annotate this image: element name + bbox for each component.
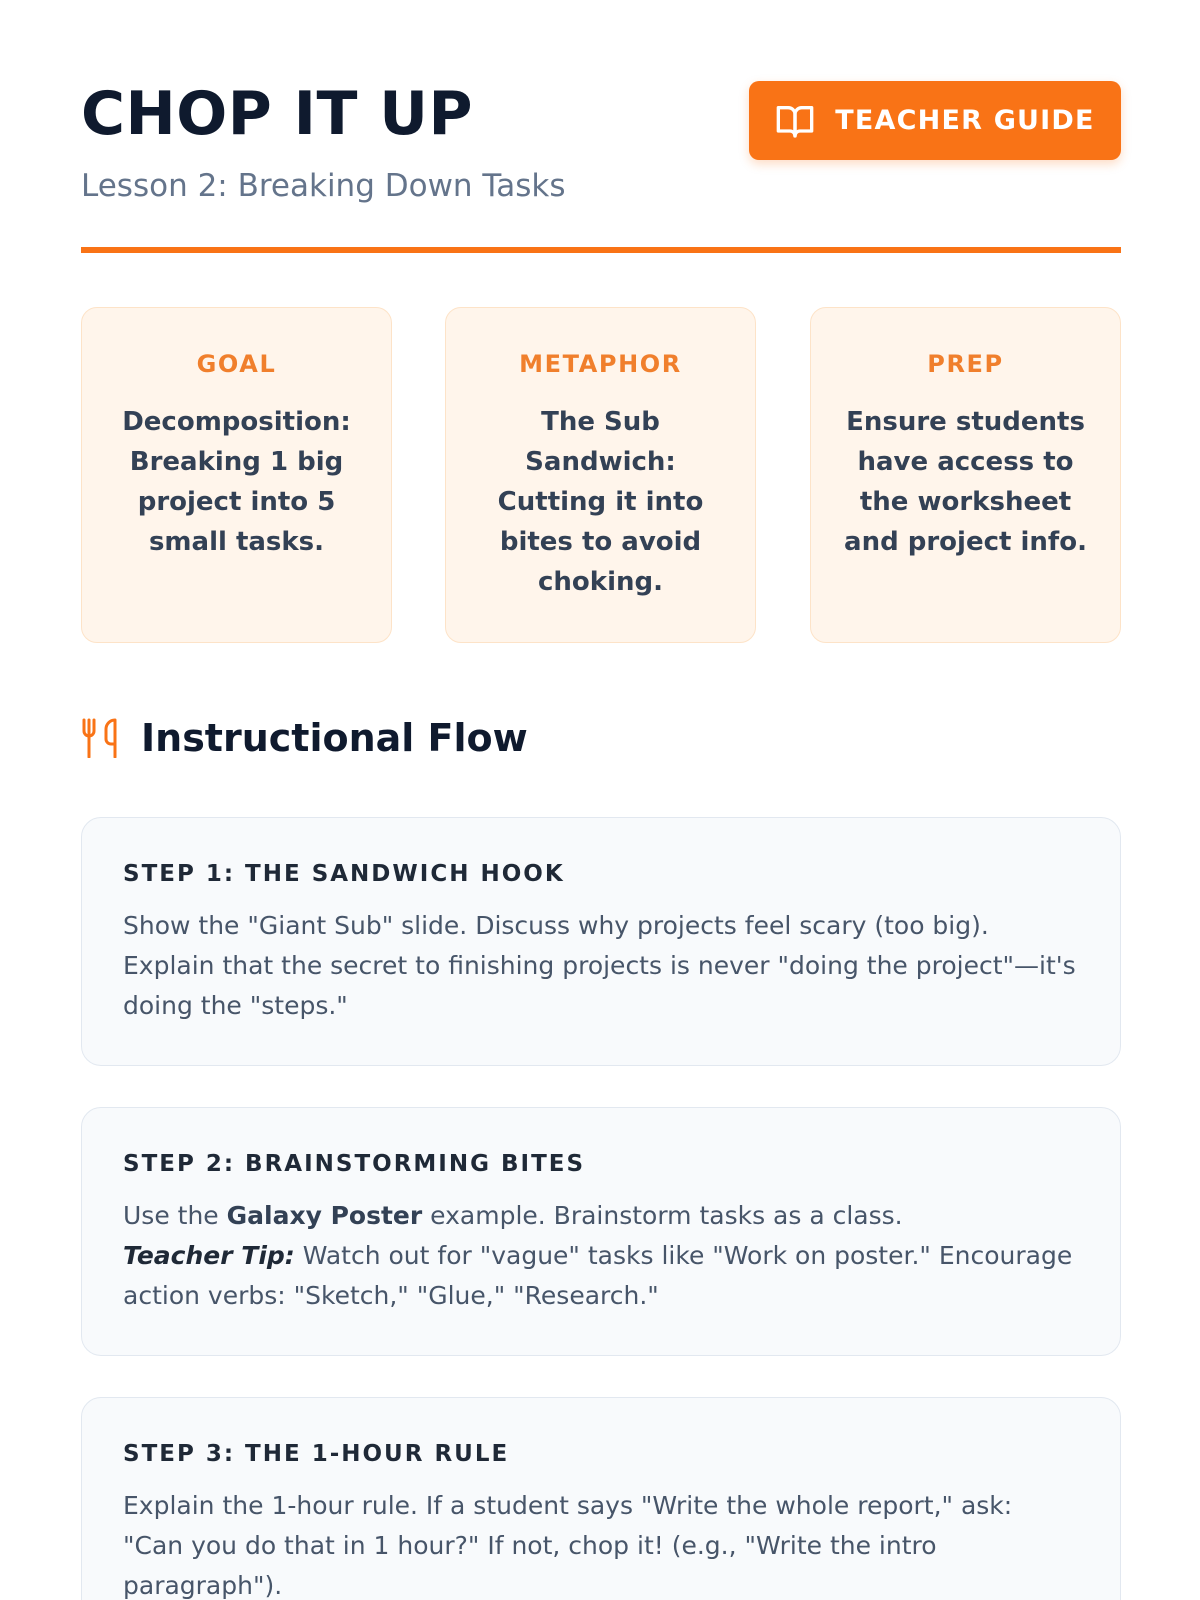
example-name: Galaxy Poster	[226, 1201, 423, 1230]
step-body	[123, 1196, 1079, 1316]
teacher-tip-label: Teacher Tip:	[123, 1241, 295, 1270]
page-title: CHOP IT UP	[81, 79, 473, 149]
lesson-header	[81, 0, 1121, 250]
step-card-3	[81, 1397, 1121, 1600]
open-book-icon	[775, 101, 815, 141]
summary-cards	[81, 307, 1121, 643]
metaphor-card	[445, 307, 756, 643]
step-body: Show the "Giant Sub" slide. Discuss why projects feel scary (too big). Explain that the secret to finishing projects is never "doing the project"—it's doing the "steps."	[123, 911, 1076, 1020]
step-body: Explain the 1-hour rule. If a student says "Write the whole report," ask: "Can you do that in 1 hour?" If not, chop it! (e.g., "Write the intro paragraph").	[123, 1491, 1013, 1600]
prep-card	[810, 307, 1121, 643]
step-title: STEP 3: THE 1-HOUR RULE	[123, 1441, 510, 1467]
utensils-icon	[81, 718, 119, 758]
teacher-guide-button[interactable]	[749, 81, 1121, 160]
goal-card	[81, 307, 392, 643]
card-title: METAPHOR	[519, 350, 682, 378]
card-body: Ensure students have access to the worksheet and project info.	[844, 407, 1087, 557]
card-body: Decomposition: Breaking 1 big project into 5 small tasks.	[122, 407, 351, 557]
instructional-flow-heading	[81, 710, 528, 766]
card-title: PREP	[927, 350, 1004, 378]
lesson-page	[81, 0, 1121, 1600]
teacher-tip-text: Watch out for "vague" tasks like "Work on poster." Encourage action verbs: "Sketch," "Glue," "Research."	[123, 1241, 1073, 1310]
card-title: GOAL	[196, 350, 277, 378]
step-title: STEP 1: THE SANDWICH HOOK	[123, 861, 565, 887]
header-divider	[81, 247, 1121, 253]
step-body-text: Use the	[123, 1201, 227, 1230]
section-title: Instructional Flow	[141, 716, 528, 760]
step-card-1	[81, 817, 1121, 1066]
step-title: STEP 2: BRAINSTORMING BITES	[123, 1151, 586, 1177]
step-card-2	[81, 1107, 1121, 1356]
card-body: The Sub Sandwich: Cutting it into bites to avoid choking.	[497, 407, 704, 597]
lesson-subtitle: Lesson 2: Breaking Down Tasks	[81, 168, 566, 204]
step-body-text: example. Brainstorm tasks as a class.	[422, 1201, 903, 1230]
teacher-guide-label: TEACHER GUIDE	[835, 105, 1095, 136]
